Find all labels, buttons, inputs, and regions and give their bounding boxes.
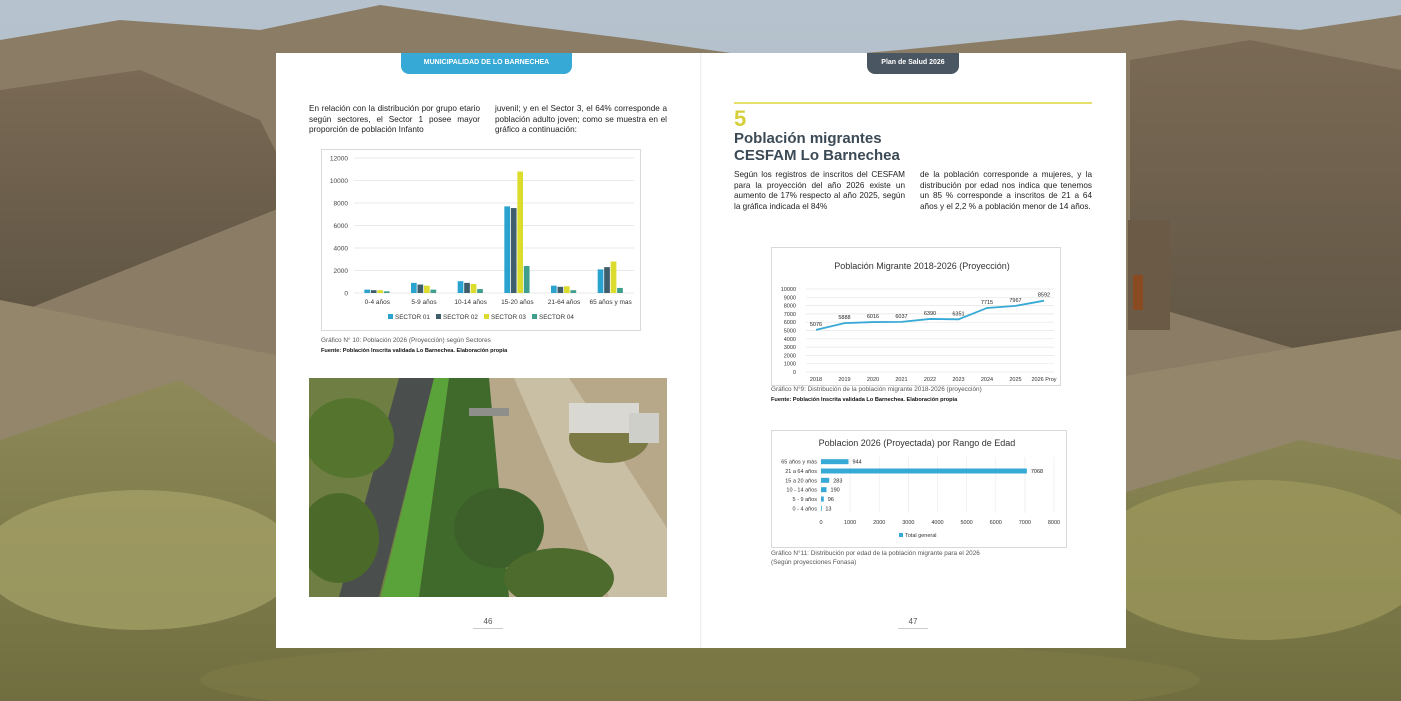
bar-sector-03	[611, 262, 617, 294]
bar-total-general	[821, 469, 1027, 474]
bar-sector-02	[464, 283, 470, 293]
bar-sector-04	[384, 291, 390, 293]
data-label: 283	[833, 478, 843, 485]
bar-sector-04	[617, 288, 623, 293]
chart-title: Poblacion 2026 (Proyectada) por Rango de Edad	[818, 438, 1016, 448]
y-tick-label: 1000	[783, 361, 796, 368]
x-tick-label: 0	[819, 520, 823, 526]
x-tick-label: 4000	[931, 520, 944, 526]
data-label: 96	[827, 497, 834, 503]
bar-sector-01	[551, 286, 557, 293]
y-tick-label: 3000	[783, 345, 796, 352]
y-tick-label: 8000	[783, 303, 796, 310]
y-tick-label: 9000	[783, 295, 796, 302]
y-tick-label: 6000	[783, 320, 796, 327]
bar-sector-02	[371, 290, 377, 293]
legend-swatch	[436, 314, 441, 319]
left-paragraph-col2: juvenil; y en el Sector 3, el 64% corresponde a población adulto joven; como se muestra en el gráfico a continuación:	[495, 104, 667, 135]
bar-total-general	[821, 459, 848, 464]
bar-sector-03	[517, 172, 523, 294]
bar-sector-04	[431, 290, 437, 293]
y-tick-label: 4000	[783, 336, 796, 343]
y-tick-label: 4000	[333, 245, 348, 253]
bar-sector-01	[458, 281, 464, 293]
x-tick-label: 2020	[866, 377, 880, 383]
section-number: 5	[734, 106, 747, 131]
y-tick-label: 0	[344, 290, 348, 298]
sector-chart-box	[321, 149, 641, 331]
x-tick-label: 2018	[809, 377, 823, 383]
data-label: 8592	[1037, 292, 1051, 299]
right-paragraph-col2: de la población corresponde a mujeres, y la distribución por edad nos indica que tenemos un 85 % corresponde a inscritos de 21 a 64 años y el 2,2 % a población menor de 14 años.	[920, 170, 1092, 211]
x-tick-label: 2025	[1009, 377, 1022, 383]
x-tick-label: 15-20 años	[501, 299, 534, 306]
x-tick-label: 3000	[902, 520, 915, 526]
x-tick-label: 10-14 años	[454, 299, 487, 306]
x-tick-label: 2019	[838, 377, 851, 383]
bar-sector-01	[598, 269, 604, 293]
data-label: 5076	[809, 321, 823, 328]
aerial-park-photo	[309, 378, 667, 597]
y-tick-label: 15 a 20 años	[785, 478, 817, 485]
x-tick-label: 65 años y mas	[589, 299, 632, 306]
right-chart1-caption: Gráfico N°9: Distribución de la población migrante 2018-2026 (proyección)	[771, 386, 982, 393]
bar-sector-03	[377, 290, 383, 293]
age-range-bar-chart	[772, 431, 1066, 547]
y-tick-label: 7000	[783, 311, 796, 318]
data-label: 6351	[952, 311, 965, 318]
legend-label: SECTOR 03	[491, 314, 526, 321]
data-label: 5888	[838, 315, 851, 322]
section-title-line2: CESFAM Lo Barnechea	[734, 146, 900, 164]
x-tick-label: 21-64 años	[547, 299, 581, 306]
page-spine	[700, 53, 702, 648]
y-tick-label: 65 años y más	[781, 459, 817, 466]
x-tick-label: 5000	[960, 520, 973, 526]
y-tick-label: 2000	[333, 268, 348, 275]
data-label: 6390	[923, 310, 937, 317]
y-tick-label: 0 - 4 años	[792, 506, 817, 513]
migrant-line-chart-box	[771, 247, 1061, 386]
bar-total-general	[821, 478, 829, 483]
y-tick-label: 12000	[329, 155, 348, 163]
section-divider	[734, 102, 1092, 104]
legend-swatch	[532, 314, 537, 319]
x-tick-label: 2022	[923, 377, 937, 383]
x-tick-label: 2021	[895, 377, 908, 383]
y-tick-label: 10000	[329, 178, 348, 185]
y-tick-label: 21 a 64 años	[785, 469, 817, 475]
bar-total-general	[821, 497, 824, 502]
bar-total-general	[821, 506, 822, 511]
bar-sector-01	[364, 290, 370, 293]
x-tick-label: 1000	[844, 520, 857, 526]
legend-swatch	[899, 533, 903, 537]
y-tick-label: 10000	[780, 287, 796, 293]
y-tick-label: 10 - 14 años	[786, 487, 817, 494]
x-tick-label: 0-4 años	[364, 299, 390, 306]
x-tick-label: 2000	[873, 520, 886, 526]
bar-sector-04	[477, 289, 483, 293]
page-number-left: 46	[473, 617, 503, 629]
age-range-chart-box	[771, 430, 1067, 548]
x-tick-label: 7000	[1018, 520, 1031, 526]
header-tab-plan: Plan de Salud 2026	[867, 53, 959, 74]
legend-label: SECTOR 02	[443, 314, 478, 321]
bar-sector-03	[424, 286, 430, 293]
bar-total-general	[821, 487, 827, 492]
left-paragraph-col1: En relación con la distribución por grupo etario según sectores, el Sector 1 posee mayor proporción de población Infanto	[309, 104, 480, 135]
bar-sector-02	[558, 287, 564, 293]
right-chart2-caption-line2: (Según proyecciones Fonasa)	[771, 559, 857, 566]
data-label: 6016	[866, 314, 880, 321]
data-label: 7967	[1009, 297, 1022, 304]
legend-swatch	[388, 314, 393, 319]
x-tick-label: 2023	[952, 377, 965, 383]
legend-swatch	[484, 314, 489, 319]
y-tick-label: 0	[792, 370, 796, 376]
x-tick-label: 5-9 años	[411, 299, 437, 306]
section-title-line1: Población migrantes	[734, 130, 882, 147]
bar-sector-04	[524, 266, 530, 293]
right-paragraph-col1: Según los registros de inscritos del CESFAM para la proyección del año 2026 existe un aumento de 17% respecto al año 2025, según la gráfica indicada el 84%	[734, 170, 905, 211]
data-label: 7715	[980, 299, 994, 306]
right-chart1-source: Fuente: Población Inscrita validada Lo Barnechea. Elaboración propia	[771, 397, 958, 403]
left-chart-caption: Gráfico N° 10: Población 2026 (Proyección) según Sectores	[321, 337, 491, 344]
bar-sector-03	[564, 286, 570, 293]
data-label: 190	[830, 487, 840, 494]
data-label: 7068	[1030, 469, 1044, 475]
bar-sector-03	[471, 284, 477, 293]
data-label: 13	[825, 506, 832, 513]
x-tick-label: 8000	[1047, 520, 1061, 526]
bar-sector-02	[511, 208, 517, 293]
legend-label: SECTOR 01	[395, 314, 430, 321]
x-tick-label: 6000	[989, 520, 1002, 526]
data-label: 6037	[895, 313, 908, 320]
x-tick-label: 2024	[980, 377, 994, 383]
chart-title: Población Migrante 2018-2026 (Proyección)	[834, 261, 1010, 271]
x-tick-label: 2026 Proy	[1031, 377, 1057, 383]
migrant-line-chart	[772, 248, 1060, 385]
bar-sector-02	[604, 267, 610, 293]
right-chart2-caption-line1: Gráfico N°11: Distribución por edad de la población migrante para el 2026	[771, 550, 980, 557]
bar-sector-01	[411, 283, 417, 293]
page-number-right: 47	[898, 617, 928, 629]
y-tick-label: 5 - 9 años	[792, 497, 817, 503]
section-title	[734, 131, 1034, 164]
data-label: 944	[852, 459, 862, 466]
sector-bar-chart	[322, 150, 640, 330]
bar-sector-04	[571, 290, 577, 293]
y-tick-label: 5000	[783, 328, 796, 335]
y-tick-label: 6000	[333, 223, 348, 230]
bar-sector-02	[418, 285, 424, 293]
header-tab-municipality: MUNICIPALIDAD DE LO BARNECHEA	[401, 53, 572, 74]
y-tick-label: 2000	[783, 353, 796, 360]
legend-label: SECTOR 04	[539, 314, 574, 321]
y-tick-label: 8000	[333, 200, 348, 208]
bar-sector-01	[504, 206, 510, 293]
legend-label: Total general	[905, 533, 937, 539]
left-chart-source: Fuente: Población Inscrita validada Lo Barnechea. Elaboración propia	[321, 348, 508, 354]
